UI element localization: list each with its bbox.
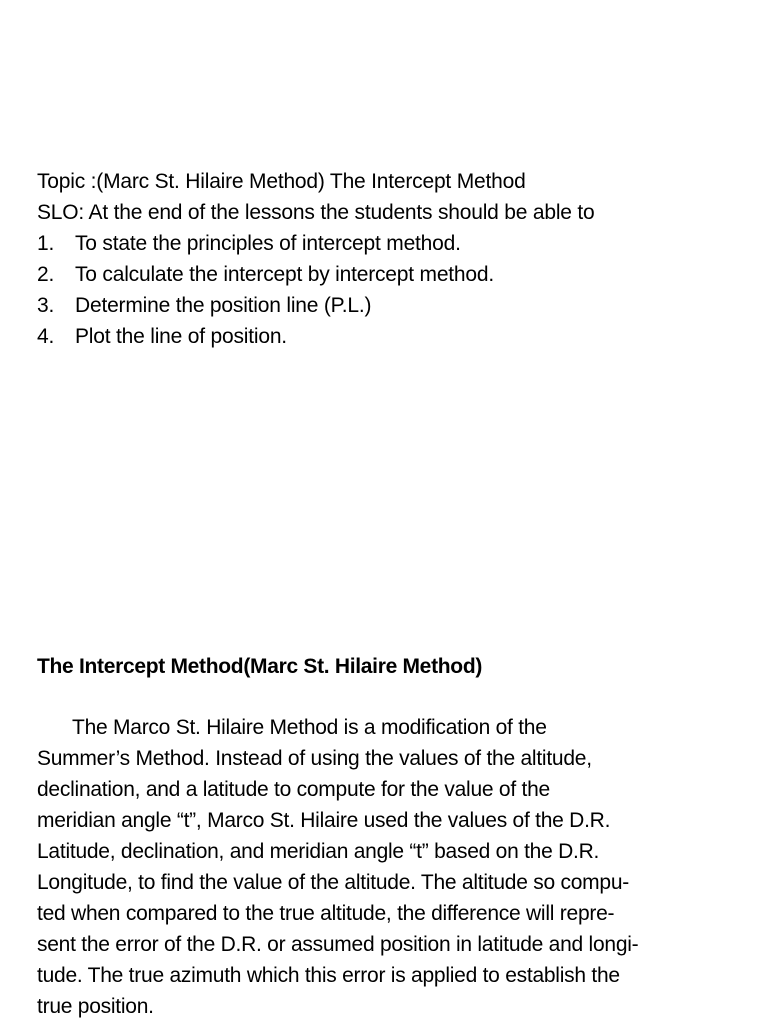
paragraph-line: tude. The true azimuth which this error is applied to establish the xyxy=(37,964,620,987)
list-item-number: 2. xyxy=(37,263,55,286)
list-item xyxy=(37,321,737,352)
paragraph-line: meridian angle “t”, Marco St. Hilaire used the values of the D.R. xyxy=(37,809,611,832)
paragraph-line: Summer’s Method. Instead of using the values of the altitude, xyxy=(37,747,592,770)
lesson-objectives-section xyxy=(37,166,737,352)
list-item-number: 3. xyxy=(37,294,55,317)
body-paragraph xyxy=(37,712,742,1022)
paragraph-line xyxy=(37,712,742,743)
paragraph-line: true position. xyxy=(37,995,154,1018)
section-heading: The Intercept Method(Marc St. Hilaire Method) xyxy=(37,655,483,678)
list-item xyxy=(37,228,737,259)
slo-line: SLO: At the end of the lessons the students should be able to xyxy=(37,201,595,224)
objectives-list xyxy=(37,228,737,352)
list-item-text: Determine the position line (P.L.) xyxy=(75,294,372,317)
paragraph-line: declination, and a latitude to compute for the value of the xyxy=(37,778,550,801)
paragraph-line: sent the error of the D.R. or assumed position in latitude and longi- xyxy=(37,933,639,956)
list-item xyxy=(37,290,737,321)
list-item-text: Plot the line of position. xyxy=(75,325,287,348)
paragraph-line: Longitude, to find the value of the altitude. The altitude so compu- xyxy=(37,871,630,894)
list-item xyxy=(37,259,737,290)
list-item-number: 4. xyxy=(37,325,55,348)
paragraph-line: Latitude, declination, and meridian angle “t” based on the D.R. xyxy=(37,840,600,863)
paragraph-line-text: The Marco St. Hilaire Method is a modification of the xyxy=(72,716,547,739)
list-item-number: 1. xyxy=(37,232,55,255)
topic-line: Topic :(Marc St. Hilaire Method) The Intercept Method xyxy=(37,170,526,193)
list-item-text: To calculate the intercept by intercept method. xyxy=(75,263,495,286)
paragraph-line: ted when compared to the true altitude, the difference will repre- xyxy=(37,902,615,925)
list-item-text: To state the principles of intercept method. xyxy=(75,232,461,255)
